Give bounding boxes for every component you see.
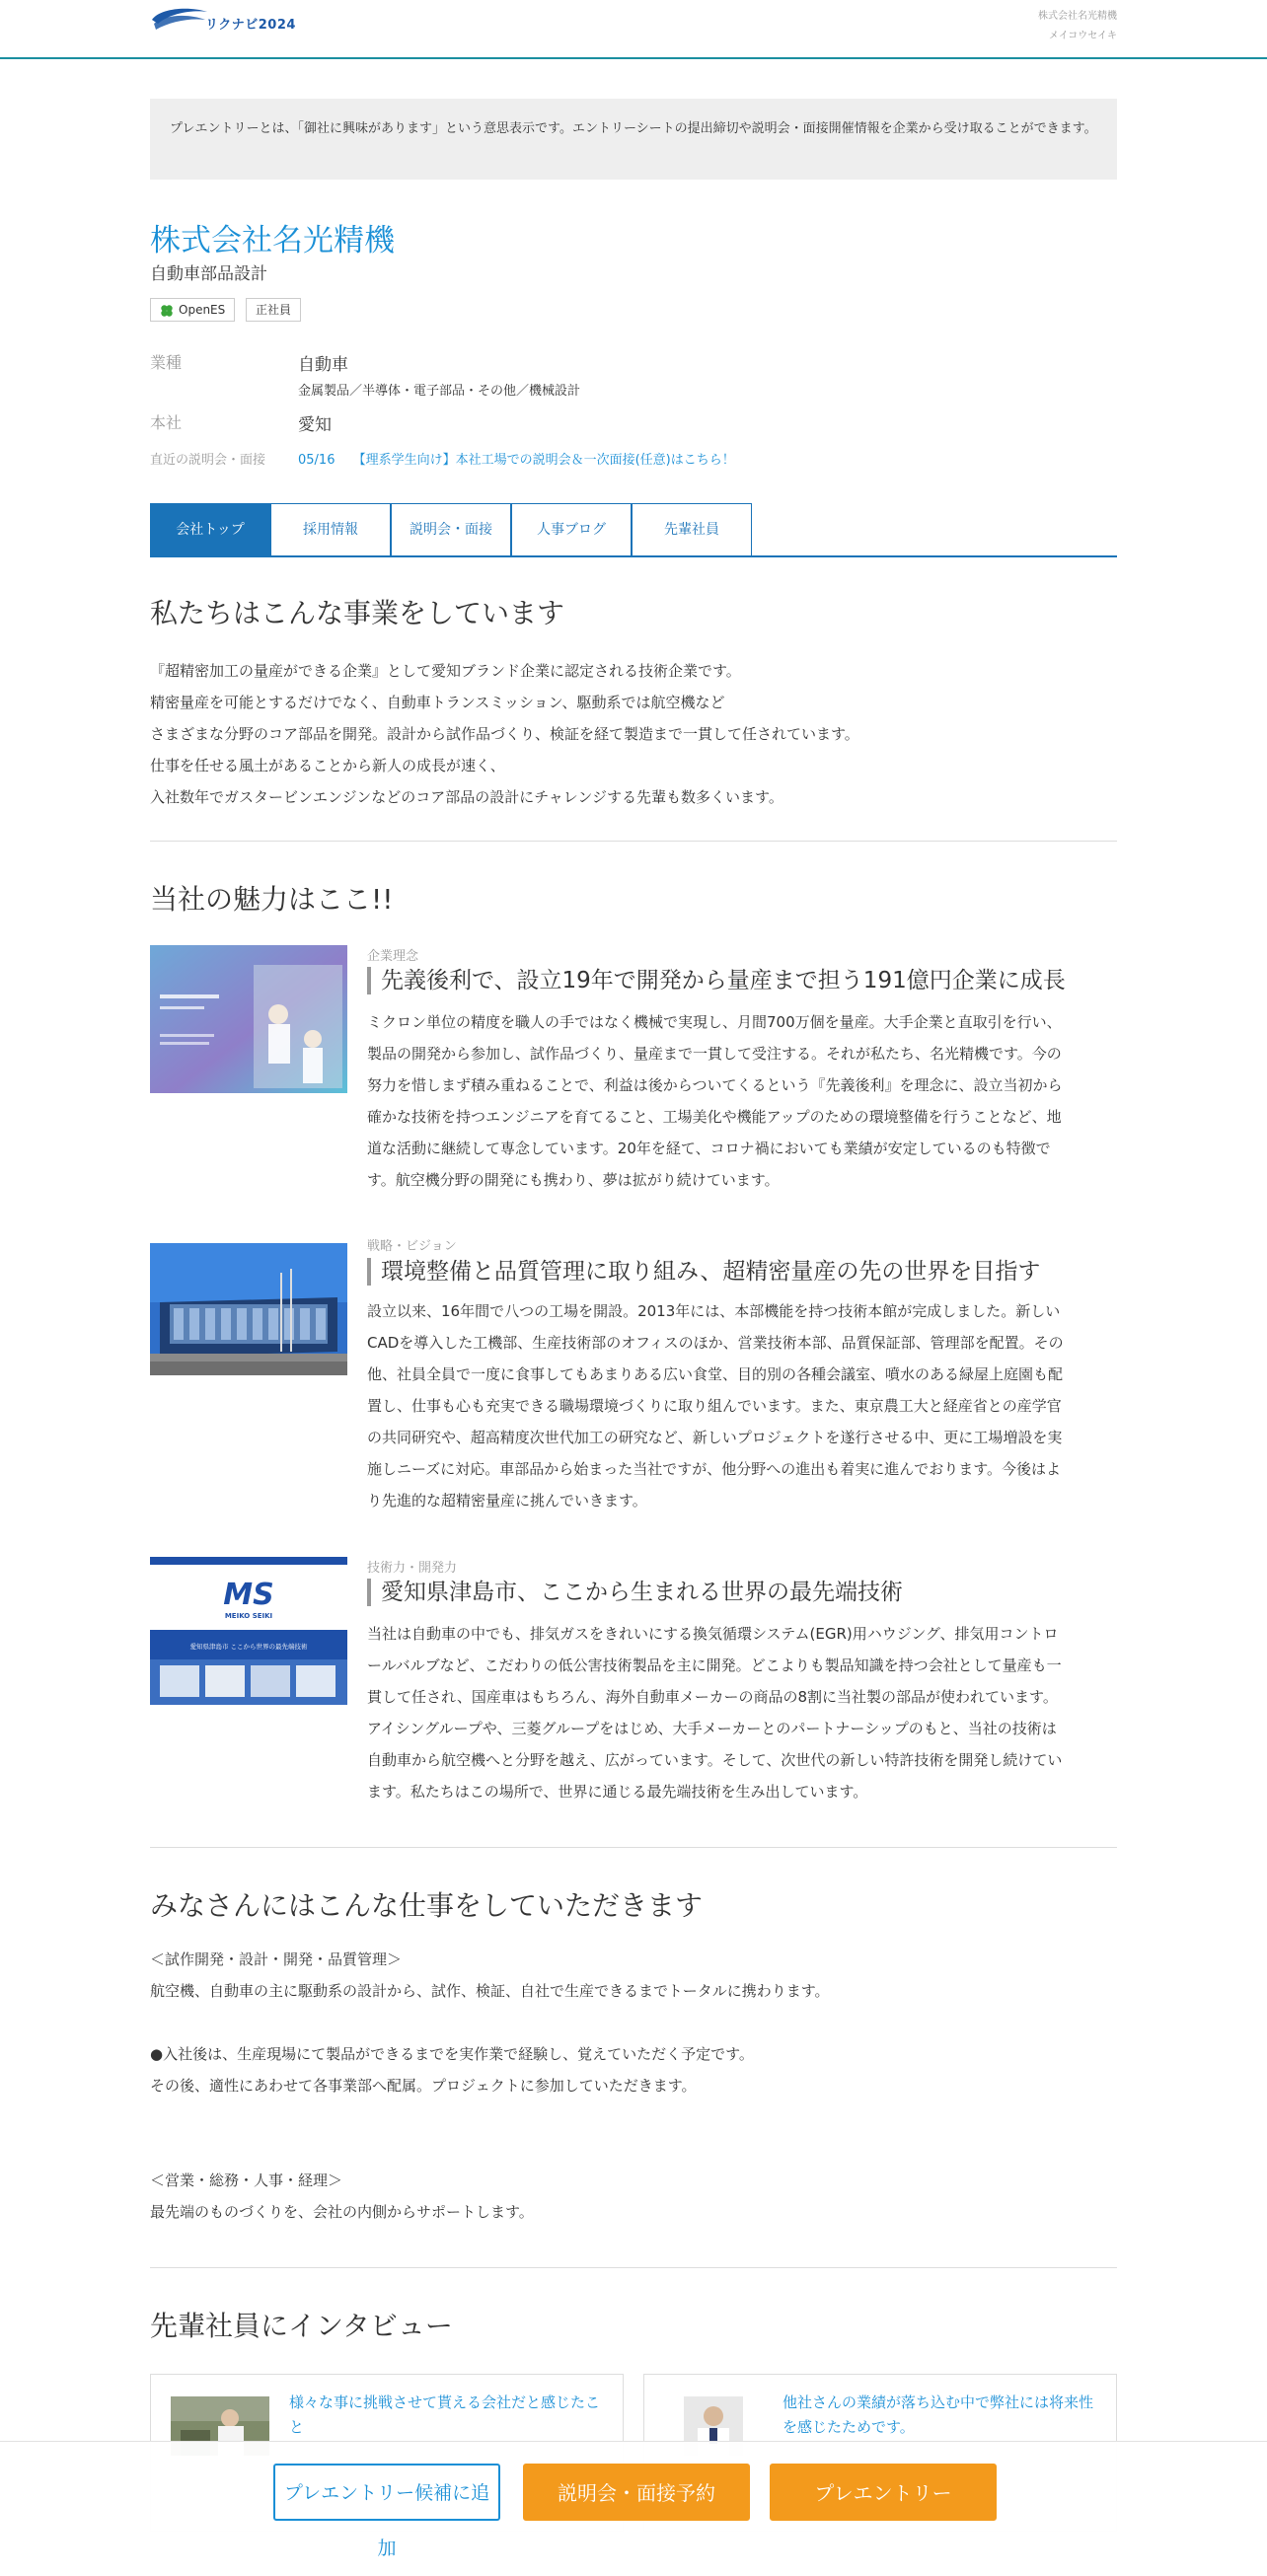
site-header xyxy=(0,0,1267,59)
interview-card-title: 他社さんの業績が落ち込む中で弊社には将来性を感じたためです。 xyxy=(783,2393,1094,2436)
company-tabs xyxy=(150,503,1117,557)
feature-category: 戦略・ビジョン xyxy=(367,1239,457,1254)
feature-body-line: 自動車から航空機へと分野を越え、広がっています。そして、次世代の新しい特許技術を開発し続けてい xyxy=(367,1751,1063,1769)
feature-body xyxy=(367,1006,1117,1196)
seminar-link[interactable] xyxy=(298,449,735,468)
industry-label: 業種 xyxy=(150,353,183,372)
feature-body-line: 他、社員全員で一度に食事してもあまりある広い食堂、目的別の各種会議室、噴水のある緑屋上庭園も配 xyxy=(367,1365,1064,1383)
feature-body-line: り先進的な超精密量産に挑んでいきます。 xyxy=(367,1492,647,1509)
tab-recruit-info[interactable]: 採用情報 xyxy=(270,503,391,555)
feature-body-line: 当社は自動車の中でも、排気ガスをきれいにする換気循環システム(EGR)用ハウジング、排気用コントロ xyxy=(367,1625,1059,1643)
feature-category: 技術力・開発力 xyxy=(367,1561,458,1576)
openes-tag-label: OpenES xyxy=(179,303,226,317)
business-line: 精密量産を可能とするだけでなく、自動車トランスミッション、駆動系では航空機など xyxy=(150,694,725,711)
business-line: 仕事を任せる風土があることから新人の成長が速く、 xyxy=(150,757,505,774)
work-line: ＜試作開発・設計・開発・品質管理＞ xyxy=(150,1950,403,1968)
tab-hr-blog[interactable]: 人事ブログ xyxy=(511,503,632,555)
work-line xyxy=(150,2101,1117,2133)
feature-body xyxy=(367,1295,1117,1516)
section-divider xyxy=(150,2267,1117,2268)
seminar-link-text: 【理系学生向け】本社工場での説明会＆一次面接(任意)はこちら！ xyxy=(352,453,735,468)
seminar-date: 05/16 xyxy=(298,453,335,468)
seminar-label: 直近の説明会・面接 xyxy=(150,453,266,468)
work-text xyxy=(150,1944,1117,2228)
interview-title: 先輩社員にインタビュー xyxy=(150,2310,453,2342)
feature-body-line: 施しニーズに対応。車部品から始まった当社ですが、他分野への進出も着実に進んでおります。今後はよ xyxy=(367,1460,1062,1478)
header-company-name: 株式会社名光精機 xyxy=(1038,11,1117,22)
work-title: みなさんにはこんな仕事をしていただきます xyxy=(150,1889,704,1922)
work-line xyxy=(150,2007,1117,2038)
hq-value: 愛知 xyxy=(298,415,332,435)
openes-tag xyxy=(150,298,235,322)
feature-body-line: ミクロン単位の精度を職人の手ではなく機械で実現し、月間700万個を量産。大手企業と直取引を行い、 xyxy=(367,1013,1062,1031)
company-subtitle: 自動車部品設計 xyxy=(150,264,267,284)
tab-company-top[interactable]: 会社トップ xyxy=(150,503,270,555)
tab-senior-staff[interactable]: 先輩社員 xyxy=(632,503,752,555)
add-preentry-candidate-button[interactable]: プレエントリー候補に追加 xyxy=(273,2464,500,2521)
industry-value: 自動車 xyxy=(298,355,348,375)
business-line: 『超精密加工の量産ができる企業』として愛知ブランド企業に認定される技術企業です。 xyxy=(150,662,741,680)
ms-logo-text: MS xyxy=(223,1578,274,1612)
feature-body-line: 道な活動に継続して専念しています。20年を経て、コロナ禍においても業績が安定しているのも特徴で xyxy=(367,1140,1051,1157)
feature-image-technology xyxy=(150,1557,347,1705)
clover-icon xyxy=(160,304,174,318)
business-line: 入社数年でガスタービンエンジンなどのコア部品の設計にチャレンジする先輩も数多くいます。 xyxy=(150,788,783,806)
feature-title: 愛知県津島市、ここから生まれる世界の最先端技術 xyxy=(367,1579,1117,1606)
work-line: ●入社後は、生産現場にて製品ができるまでを実作業で経験し、覚えていただく予定です。 xyxy=(150,2045,754,2063)
work-line: その後、適性にあわせて各事業部へ配属。プロジェクトに参加していただきます。 xyxy=(150,2077,697,2095)
work-line xyxy=(150,2133,1117,2165)
business-title: 私たちはこんな事業をしています xyxy=(150,597,565,629)
feature-body-line: ールバルブなど、こだわりの低公害技術製品を主に開発。どこよりも製品知識を持つ会社として量産も一 xyxy=(367,1656,1062,1674)
logo-text: リクナビ2024 xyxy=(205,18,296,33)
preentry-button[interactable]: プレエントリー xyxy=(770,2464,997,2521)
business-text xyxy=(150,655,1117,813)
feature-title: 環境整備と品質管理に取り組み、超精密量産の先の世界を目指す xyxy=(367,1258,1117,1286)
feature-category: 企業理念 xyxy=(367,949,419,964)
employment-type-tag: 正社員 xyxy=(246,298,301,322)
work-line: 航空機、自動車の主に駆動系の設計から、試作、検証、自社で生産できるまでトータルに携わります。 xyxy=(150,1982,830,2000)
feature-body-line: 努力を惜しまず積み重ねることで、利益は後からついてくるという『先義後利』を理念に、設立当初から xyxy=(367,1076,1063,1094)
preentry-notice: プレエントリーとは、「御社に興味があります」という意思表示です。エントリーシートの提出締切や説明会・面接開催情報を企業から受け取ることができます。 xyxy=(150,99,1117,180)
bottom-action-bar xyxy=(0,2441,1267,2559)
business-line: さまざまな分野のコア部品を開発。設計から試作品づくり、検証を経て製造まで一貫して任されています。 xyxy=(150,725,859,743)
feature-body-line: 製品の開発から参加し、試作品づくり、量産まで一貫して受注する。それが私たち、名光精機です。今の xyxy=(367,1045,1062,1063)
feature-body-line: 置し、仕事も心も充実できる職場環境づくりに取り組んでいます。また、東京農工大と経産省との産学官 xyxy=(367,1397,1062,1415)
feature-body-line: 設立以来、16年間で八つの工場を開設。2013年には、本部機能を持つ技術本館が完成しました。新しい xyxy=(367,1302,1061,1320)
feature-body-line: の共同研究や、超高精度次世代加工の研究など、新しいプロジェクトを遂行させる中、更に工場増設を実 xyxy=(367,1429,1063,1446)
feature-body-line: CADを導入した工機部、生産技術部のオフィスのほか、営業技術本部、品質保証部、管理部を配置。その xyxy=(367,1334,1064,1352)
work-line: 最先端のものづくりを、会社の内側からサポートします。 xyxy=(150,2203,534,2221)
feature-image-philosophy xyxy=(150,945,347,1093)
banner-slogan-text: 愛知県津島市 ここから世界の最先端技術 xyxy=(189,1643,308,1651)
work-line: ＜営業・総務・人事・経理＞ xyxy=(150,2171,343,2189)
tab-seminar[interactable]: 説明会・面接 xyxy=(391,503,511,555)
feature-title: 先義後利で、設立19年で開発から量産まで担う191億円企業に成長 xyxy=(367,967,1117,994)
feature-body-line: アイシングループや、三菱グループをはじめ、大手メーカーとのパートナーシップのもと、当社の技術は xyxy=(367,1720,1057,1737)
industry-sub: 金属製品／半導体・電子部品・その他／機械設計 xyxy=(298,384,581,399)
interview-card-title: 様々な事に挑戦させて貰える会社だと感じたこと xyxy=(289,2393,601,2436)
feature-body xyxy=(367,1618,1117,1807)
feature-body-line: す。航空機分野の開発にも携わり、夢は拡がり続けています。 xyxy=(367,1171,780,1189)
header-company-kana: メイコウセイキ xyxy=(1048,31,1117,41)
feature-body-line: 貫して任され、国産車はもちろん、海外自動車メーカーの商品の8割に当社製の部品が使われています。 xyxy=(367,1688,1058,1706)
feature-body-line: 確かな技術を持つエンジニアを育てること、工場美化や機能アップのための環境整備を行うことなど、地 xyxy=(367,1108,1062,1126)
company-name: 株式会社名光精機 xyxy=(150,223,395,258)
section-divider xyxy=(150,841,1117,842)
feature-image-building xyxy=(150,1243,347,1375)
meiko-seiki-text: MEIKO SEIKI xyxy=(224,1612,273,1620)
hq-label: 本社 xyxy=(150,413,183,432)
rikunabi-logo[interactable] xyxy=(150,4,298,34)
feature-body-line: ます。私たちはこの場所で、世界に通じる最先端技術を生み出しています。 xyxy=(367,1783,868,1801)
appeal-title: 当社の魅力はここ!! xyxy=(150,883,394,916)
section-divider xyxy=(150,1847,1117,1848)
seminar-reservation-button[interactable]: 説明会・面接予約 xyxy=(523,2464,750,2521)
